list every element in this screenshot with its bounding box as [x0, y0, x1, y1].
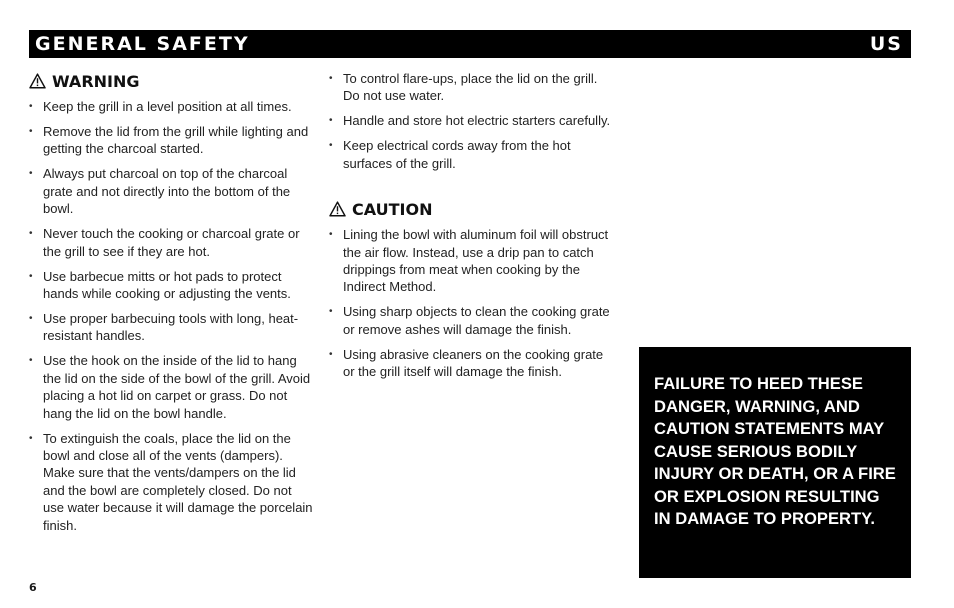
warning-list-item: • Use proper barbecuing tools with long, heat-resistant handles. — [29, 310, 314, 345]
warning-list-item: • Keep electrical cords away from the hot surfaces of the grill. — [329, 137, 614, 172]
caution-list-item: • Using sharp objects to clean the cooking grate or remove ashes will damage the finish. — [329, 303, 614, 338]
section-title: GENERAL SAFETY — [35, 33, 250, 55]
warning-list-item: • Use barbecue mitts or hot pads to protect hands while cooking or adjusting the vents. — [29, 268, 314, 303]
warning-heading-label: WARNING — [52, 71, 140, 91]
left-column — [29, 70, 314, 542]
safety-notice-text: FAILURE TO HEED THESE DANGER, WARNING, AND CAUTION STATEMENTS MAY CAUSE SERIOUS BODILY INJURY OR DEATH, OR A FIRE OR EXPLOSION RESULTING IN DAMAGE TO PROPERTY. — [654, 374, 896, 528]
warning-list-item: • Never touch the cooking or charcoal grate or the grill to see if they are hot. — [29, 225, 314, 260]
warning-list — [29, 98, 314, 534]
region-label: US — [869, 33, 903, 55]
warning-heading — [29, 70, 314, 92]
caution-heading-label: CAUTION — [352, 199, 433, 219]
warning-continued-list — [329, 70, 614, 172]
caution-list — [329, 226, 614, 380]
section-header-bar — [29, 30, 911, 58]
warning-list-item: • Handle and store hot electric starters carefully. — [329, 112, 614, 129]
caution-heading — [329, 198, 614, 220]
safety-notice-box — [639, 347, 911, 578]
warning-list-item: • To control flare-ups, place the lid on the grill. Do not use water. — [329, 70, 614, 105]
warning-list-item: • Always put charcoal on top of the charcoal grate and not directly into the bottom of the bowl. — [29, 165, 314, 217]
middle-column — [329, 70, 614, 388]
warning-triangle-icon — [329, 201, 346, 217]
warning-triangle-icon — [29, 73, 46, 89]
page-number: 6 — [29, 581, 37, 594]
caution-list-item: • Lining the bowl with aluminum foil will obstruct the air flow. Instead, use a drip pan to catch drippings from meat when cooking by the Indirect Method. — [329, 226, 614, 296]
caution-list-item: • Using abrasive cleaners on the cooking grate or the grill itself will damage the finish. — [329, 346, 614, 381]
warning-list-item: • Use the hook on the inside of the lid to hang the lid on the side of the bowl of the grill. Avoid placing a hot lid on carpet or grass. Do not hang the lid on the bowl handle. — [29, 352, 314, 422]
warning-list-item: • Keep the grill in a level position at all times. — [29, 98, 314, 115]
warning-list-item: • To extinguish the coals, place the lid on the bowl and close all of the vents (dampers). Make sure that the vents/dampers on the lid and the bowl are completely closed. Do not use water because it will damage the porcelain finish. — [29, 430, 314, 534]
warning-list-item: • Remove the lid from the grill while lighting and getting the charcoal started. — [29, 123, 314, 158]
